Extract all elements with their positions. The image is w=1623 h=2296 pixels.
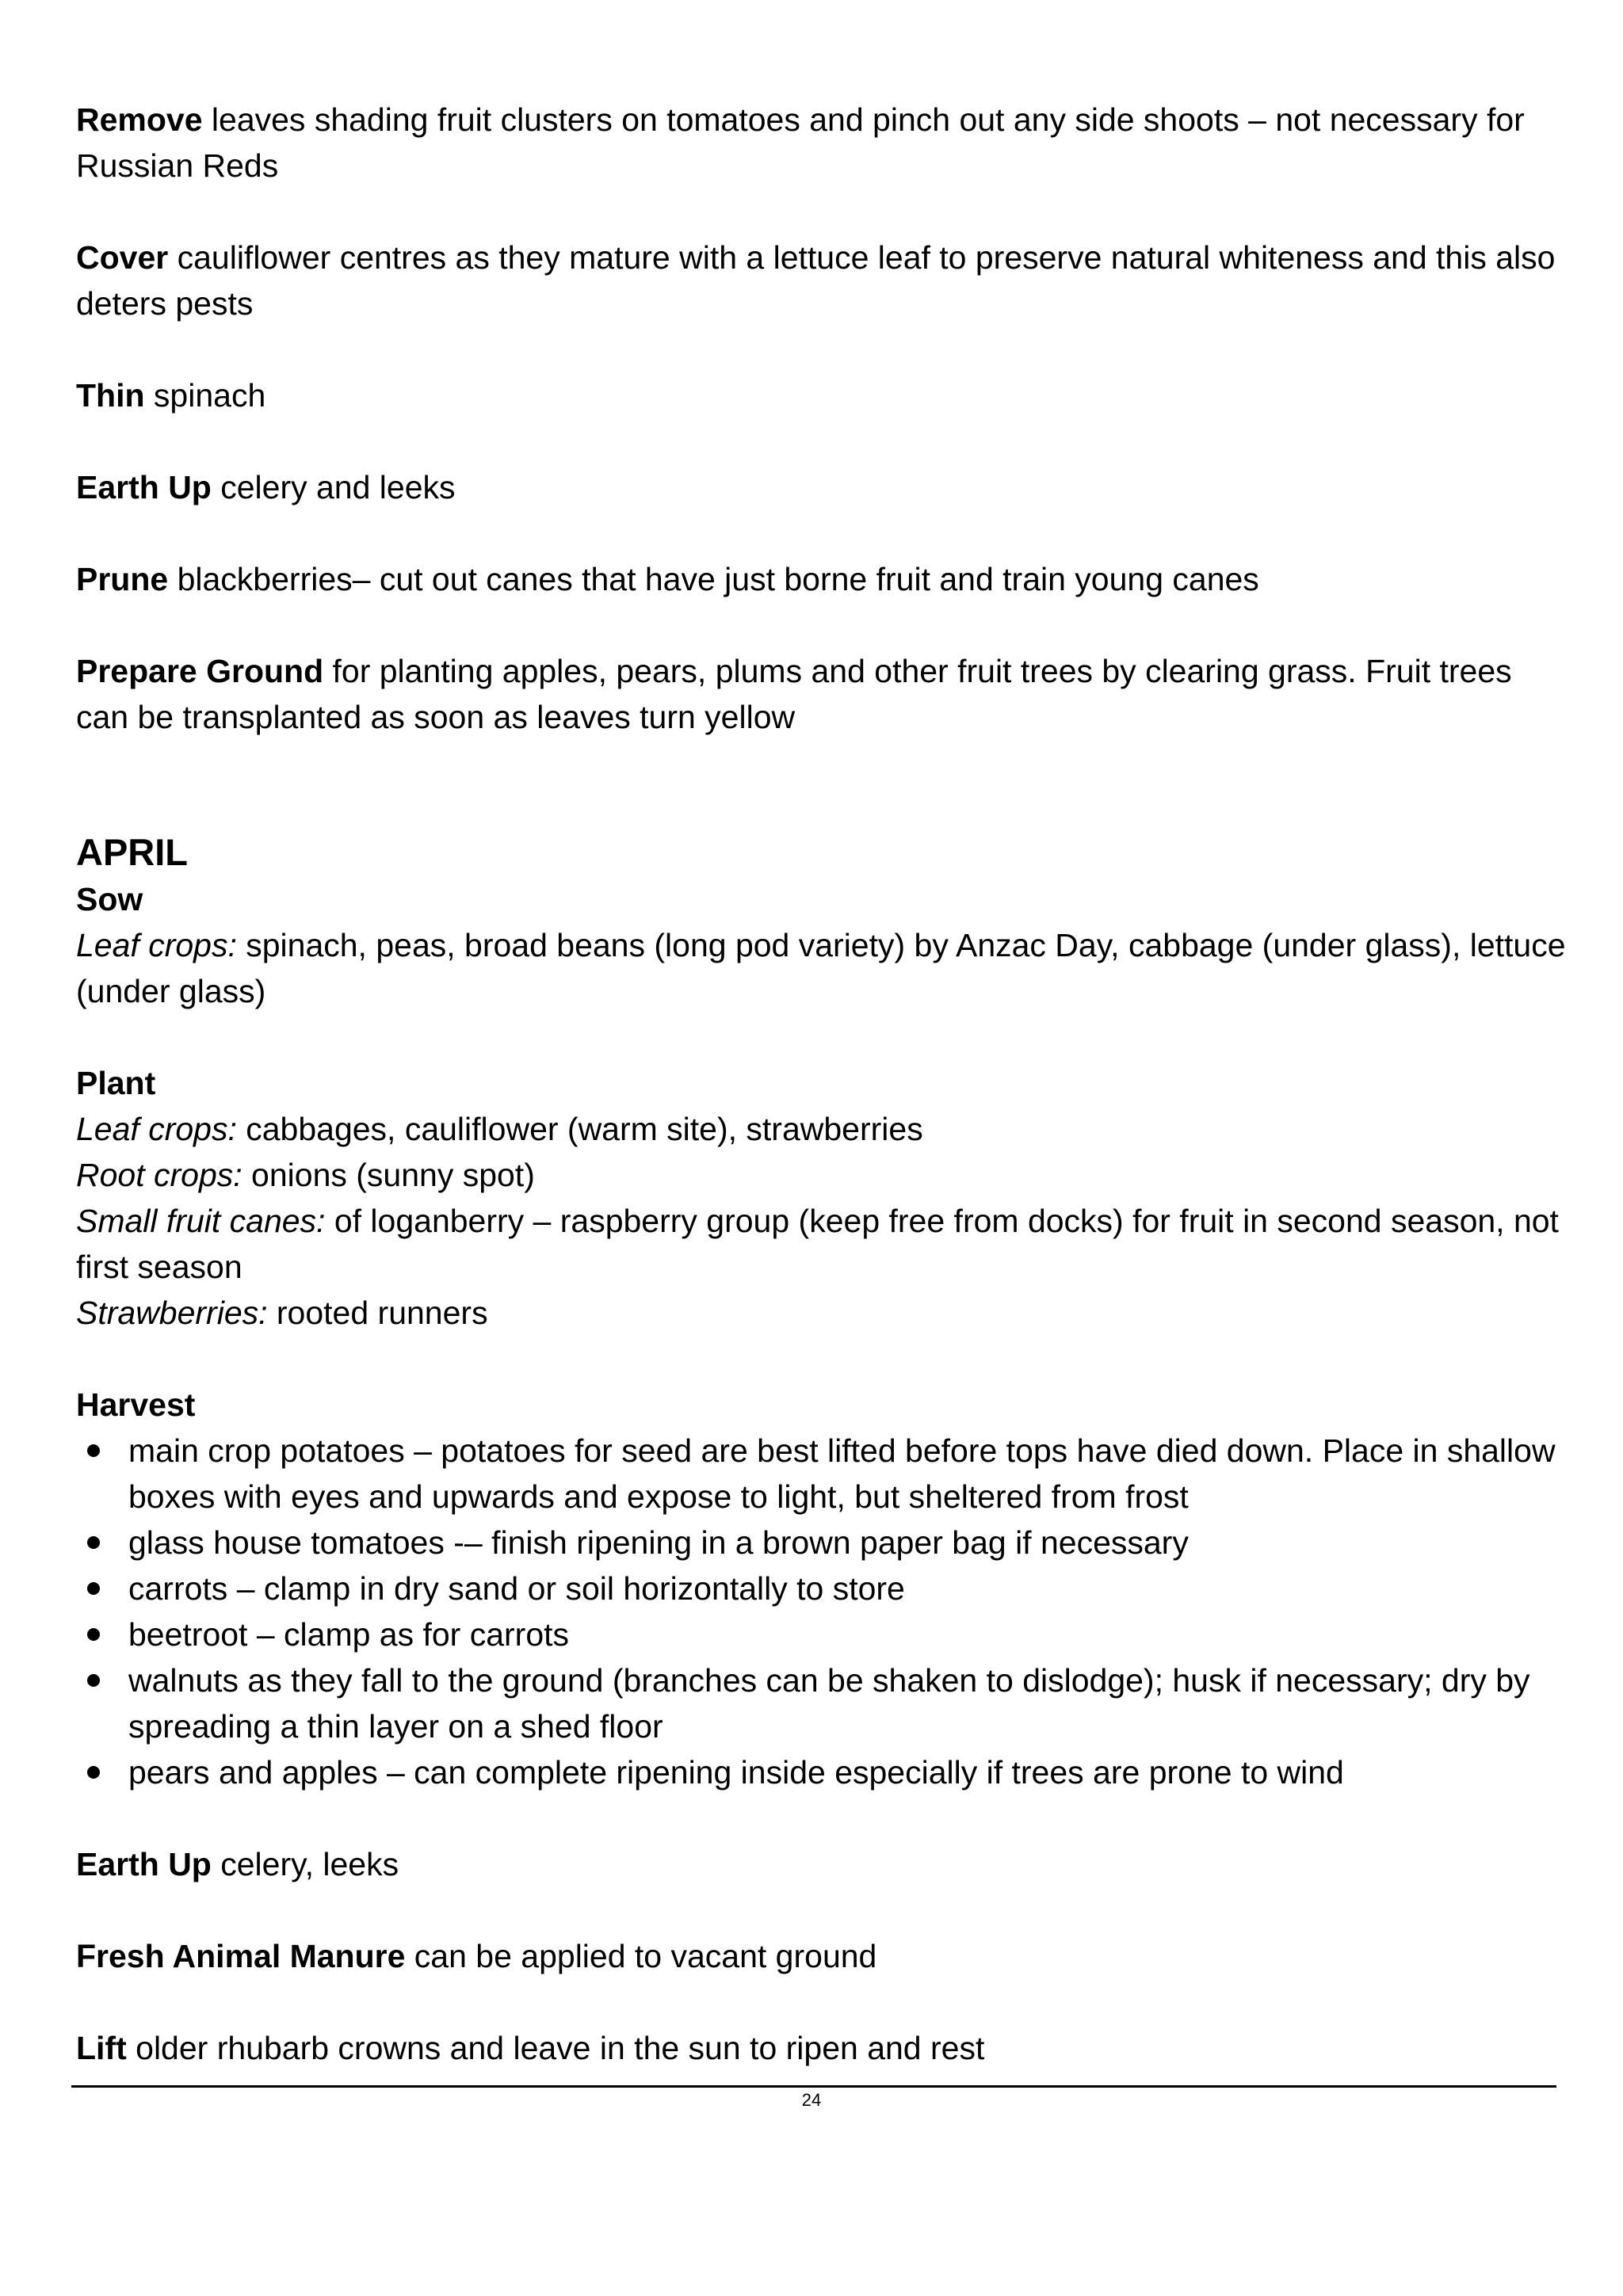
bullet-icon: [87, 1766, 100, 1779]
instruction-text: can be applied to vacant ground: [405, 1938, 877, 1974]
instruction-text: celery, leeks: [211, 1846, 399, 1882]
instruction-label: Lift: [76, 2030, 127, 2066]
instruction-remove: [76, 97, 1566, 189]
instruction-text: older rhubarb crowns and leave in the sun to ripen and rest: [126, 2030, 985, 2066]
instruction-lift: [76, 2025, 1566, 2071]
page-content: [76, 97, 1566, 2071]
instruction-fresh-animal-manure: [76, 1933, 1566, 1979]
instruction-label: Prune: [76, 561, 169, 597]
list-item-text: glass house tomatoes -– finish ripening in a brown paper bag if necessary: [128, 1524, 1189, 1561]
instruction-label: Cover: [76, 239, 169, 276]
bullet-icon: [87, 1582, 100, 1595]
instruction-text: celery and leeks: [211, 469, 456, 505]
instruction-text: blackberries– cut out canes that have just borne fruit and train young canes: [168, 561, 1259, 597]
list-item-text: main crop potatoes – potatoes for seed are best lifted before tops have died down. Place in shallow boxes with eyes and upwards and expose to light, but sheltered from frost: [128, 1432, 1556, 1515]
instruction-label: Earth Up: [76, 1846, 212, 1882]
instruction-prepare-ground: [76, 648, 1566, 740]
crop-list: spinach, peas, broad beans (long pod variety) by Anzac Day, cabbage (under glass), lettuce (under glass): [76, 927, 1566, 1009]
list-item-text: beetroot – clamp as for carrots: [128, 1616, 570, 1653]
list-item-text: carrots – clamp in dry sand or soil horizontally to store: [128, 1570, 905, 1607]
crop-list: cabbages, cauliflower (warm site), strawberries: [236, 1111, 923, 1147]
crop-category: Leaf crops:: [76, 927, 237, 963]
plant-strawberries: [76, 1290, 1566, 1336]
instruction-label: Remove: [76, 101, 203, 138]
instruction-label: Fresh Animal Manure: [76, 1938, 406, 1974]
crop-category: Root crops:: [76, 1157, 242, 1193]
instruction-earth-up: [76, 464, 1566, 510]
list-item: [76, 1428, 1566, 1520]
instruction-text: leaves shading fruit clusters on tomatoes and pinch out any side shoots – not necessary for Russian Reds: [76, 101, 1525, 184]
bullet-icon: [87, 1628, 100, 1641]
instruction-earth-up-april: [76, 1841, 1566, 1887]
list-item: [76, 1657, 1566, 1749]
bullet-icon: [87, 1674, 100, 1687]
instruction-label: Thin: [76, 377, 145, 414]
list-item: [76, 1566, 1566, 1611]
plant-small-fruit-canes: [76, 1198, 1566, 1290]
instruction-label: Earth Up: [76, 469, 212, 505]
list-item: [76, 1611, 1566, 1657]
harvest-list: [76, 1428, 1566, 1795]
instruction-text: cauliflower centres as they mature with a lettuce leaf to preserve natural whiteness and this also deters pests: [76, 239, 1556, 322]
sow-leaf-crops: [76, 922, 1566, 1014]
instruction-label: Prepare Ground: [76, 653, 324, 689]
instruction-cover: [76, 235, 1566, 326]
list-item: [76, 1520, 1566, 1566]
crop-category: Small fruit canes:: [76, 1203, 326, 1239]
crop-list: of loganberry – raspberry group (keep free from docks) for fruit in second season, not first season: [76, 1203, 1559, 1285]
instruction-text: spinach: [144, 377, 266, 414]
plant-heading: Plant: [76, 1065, 156, 1101]
crop-category: Leaf crops:: [76, 1111, 237, 1147]
bullet-icon: [87, 1444, 100, 1457]
harvest-heading: Harvest: [76, 1386, 196, 1423]
sow-heading: Sow: [76, 881, 143, 917]
list-item: [76, 1749, 1566, 1795]
footer-divider: [71, 2085, 1556, 2088]
instruction-text: for planting apples, pears, plums and other fruit trees by clearing grass. Fruit trees can be transplanted as soon as leaves turn yellow: [76, 653, 1512, 735]
month-heading: APRIL: [76, 831, 188, 873]
plant-root-crops: [76, 1152, 1566, 1198]
list-item-text: walnuts as they fall to the ground (branches can be shaken to dislodge); husk if necessary; dry by spreading a thin layer on a shed floor: [128, 1662, 1530, 1745]
instruction-prune: [76, 556, 1566, 602]
bullet-icon: [87, 1536, 100, 1549]
crop-category: Strawberries:: [76, 1295, 268, 1331]
crop-list: onions (sunny spot): [242, 1157, 535, 1193]
plant-leaf-crops: [76, 1106, 1566, 1152]
list-item-text: pears and apples – can complete ripening inside especially if trees are prone to wind: [128, 1754, 1344, 1791]
instruction-thin: [76, 372, 1566, 418]
crop-list: rooted runners: [267, 1295, 488, 1331]
page-number: 24: [801, 2090, 822, 2110]
